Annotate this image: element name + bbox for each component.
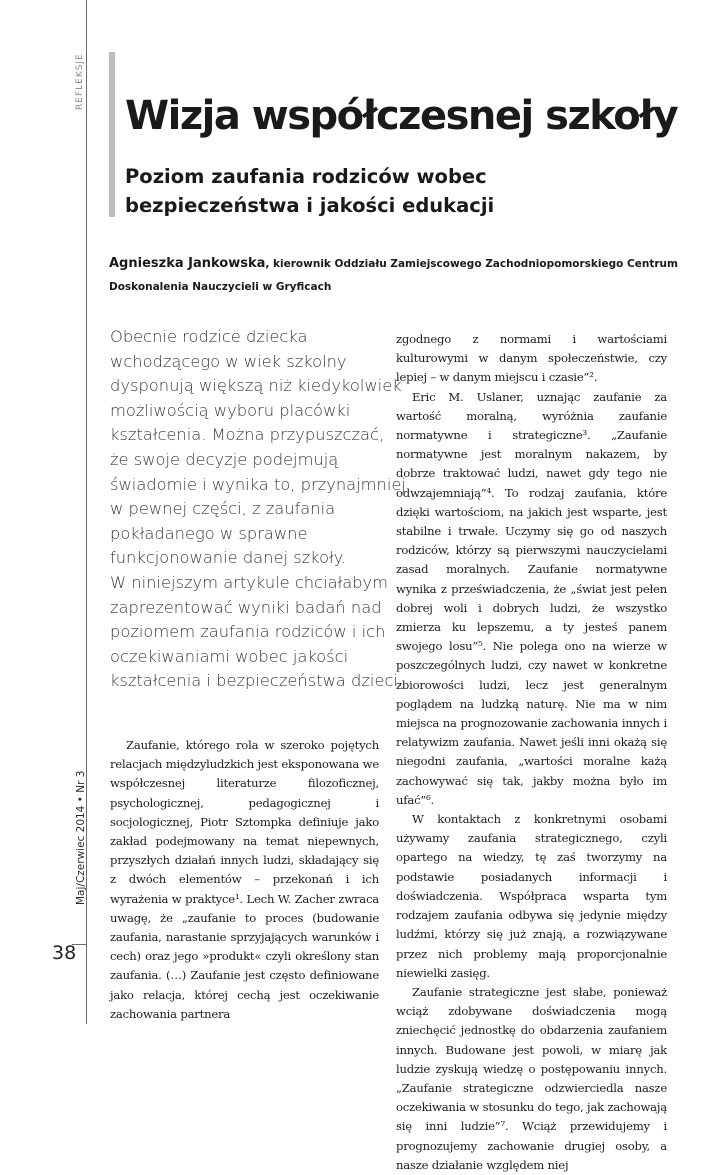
- author-role: , kierownik Oddziału Zamiejscowego Zachodniopomorskiego Centrum: [265, 258, 678, 270]
- lead-line: dysponują większą niż kiedykolwiek: [110, 376, 402, 396]
- lead-paragraph: [110, 325, 406, 694]
- lead-line: Obecnie rodzice dziecka: [110, 327, 308, 346]
- lead-line: oczekiwaniami wobec jakości: [110, 646, 349, 666]
- author-name: Agnieszka Jankowska: [109, 256, 266, 271]
- page-number: 38: [52, 942, 77, 964]
- article-title: Wizja współczesnej szkoły: [125, 93, 678, 139]
- body-column-left: [110, 736, 379, 1024]
- lead-line: że swoje decyzje podejmują: [110, 449, 339, 469]
- lead-line: kształcenia i bezpieczeństwa dzieci.: [110, 671, 404, 691]
- body-paragraph: Zaufanie, którego rola w szeroko pojętych relacjach międzyludzkich jest eksponowana we współczesnej literaturze filozoficznej, psychologicznej, pedagogicznej i socjologicznej, Piotr Sztompka definiuje jako zakład podejmowany na temat niepewnych, przyszłych działań innych ludzi, składający się z dwóch elementów – przekonań i ich wyrażenia w praktyce¹. Lech W. Zacher zwraca uwagę, że „zaufanie to proces (budowanie zaufania, narastanie sprzyjających warunków i cech) oraz jego »produkt« czyli określony stan zaufania. (…) Zaufanie jest często definiowane jako relacja, której cechą jest oczekiwanie zachowania partnera: [110, 738, 379, 1021]
- article-subtitle: [125, 162, 685, 220]
- section-label: REFLEKSJE: [75, 53, 85, 110]
- body-paragraph: Zaufanie strategiczne jest słabe, ponieważ wciąż zdobywane doświadczenia mogą zniechęcić jednostkę do obdarzenia zaufaniem innych. Budowane jest powoli, w miarę jak ludzie zyskują wiedzę o postępowaniu innych. „Zaufanie strategiczne odzwierciedla nasze oczekiwania w stosunku do tego, jak zachowają się inni ludzie”⁷. Wciąż przewidujemy i prognozujemy zachowanie drugiej osoby, a nasze działanie względem niej: [396, 984, 667, 1172]
- issue-label: Maj/Czerwiec 2014 • Nr 3: [75, 770, 87, 905]
- body-paragraph: W kontaktach z konkretnymi osobami używamy zaufania strategicznego, czyli opartego na wiedzy, tę zaś tworzymy na podstawie posiadanych informacji i doświadczenia. Współpraca wsparta tym rodzajem zaufania odbywa się jedynie między ludźmi, którzy się już znają, a rozwiązywane przez nich problemy mają proporcjonalnie niewielki zasięg.: [396, 812, 667, 980]
- lead-line: możliwością wyboru placówki: [110, 400, 351, 420]
- body-paragraph: Eric M. Uslaner, uznając zaufanie za wartość moralną, wyróżnia zaufanie normatywne i strategiczne³. „Zaufanie normatywne jest moralnym nakazem, by dobrze traktować ludzi, nawet gdy tego nie odwzajemniają”⁴. To rodzaj zaufania, które dzięki wartościom, na jakich jest wsparte, jest stabilne i trwałe. Uczymy się go od naszych rodziców, którzy są pierwszymi nauczycielami zasad moralnych. Zaufanie normatywne wynika z przeświadczenia, że „świat jest pełen dobrej woli i dobrych ludzi, że wszystko zmierza ku lepszemu, a ty jesteś panem swojego losu”⁵. Nie polega ono na wierze w poszczególnych ludzi, czy nawet w konkretne zbiorowości ludzi, lecz jest generalnym poglądem na ludzką naturę. Nie ma w nim miejsca na prognozowanie zachowania innych i relatywizm zaufania. Nawet jeśli inni okażą się niegodni zaufania, „wartości moralne każą zachowywać się tak, jakby można było im ufać”⁶.: [396, 389, 667, 807]
- byline: [109, 252, 679, 299]
- lead-line: poziomem zaufania rodziców i ich: [110, 622, 386, 642]
- lead-line: w pewnej części, z zaufania: [110, 499, 336, 519]
- lead-line: W niniejszym artykule chciałabym: [110, 572, 389, 592]
- lead-line: pokładanego w sprawne: [110, 523, 308, 543]
- body-paragraph: zgodnego z normami i wartościami kulturowymi w danym społeczeństwie, czy lepiej – w danym miejscu i czasie”².: [396, 332, 667, 385]
- lead-line: świadomie i wynika to, przynajmniej: [110, 474, 406, 494]
- lead-line: kształcenia. Można przypuszczać,: [110, 425, 385, 445]
- subtitle-line: bezpieczeństwa i jakości edukacji: [125, 194, 495, 217]
- subtitle-line: Poziom zaufania rodziców wobec: [125, 165, 487, 188]
- lead-line: funkcjonowanie danej szkoły.: [110, 548, 347, 568]
- author-institution: Doskonalenia Nauczycieli w Gryficach: [109, 281, 332, 293]
- lead-line: zaprezentować wyniki badań nad: [110, 597, 382, 617]
- body-column-right: [396, 330, 667, 1175]
- title-accent-bar: [109, 52, 115, 217]
- lead-line: wchodzącego w wiek szkolny: [110, 351, 347, 371]
